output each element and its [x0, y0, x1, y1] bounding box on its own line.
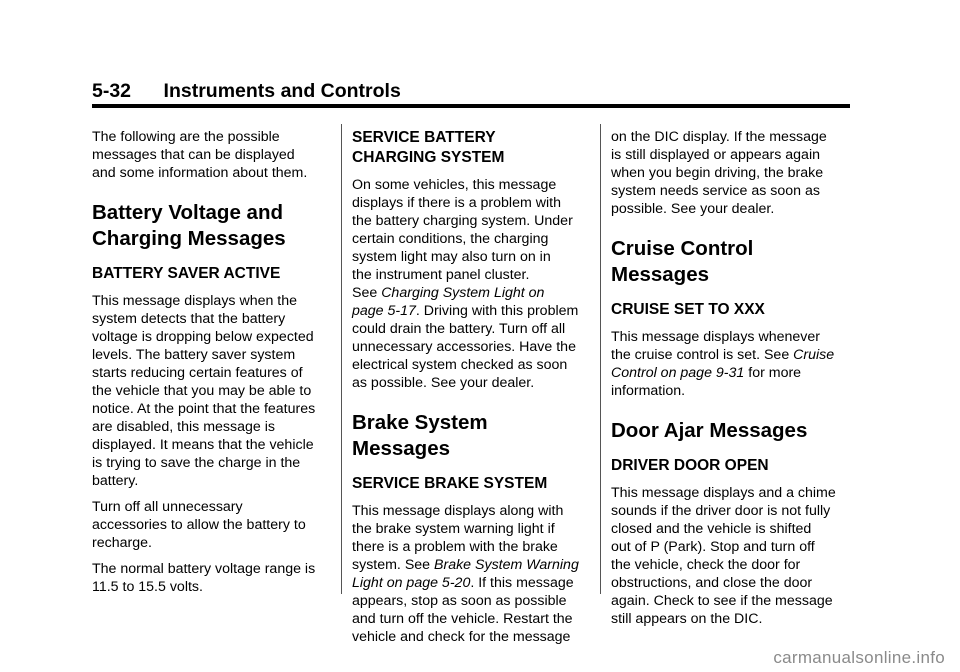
paragraph: This message displays along with the brake system warning light if there is a problem with the brake system. See Brake System Warning Light on page 5-20. If this message appears, stop as soon as possible and turn off the vehicle. Restart the vehicle and check for the message [352, 503, 579, 645]
column-divider [341, 124, 342, 594]
cross-reference-link[interactable]: Light on page 5-20 [352, 575, 471, 591]
subheading-battery-saver: BATTERY SAVER ACTIVE [92, 265, 281, 282]
section-heading-brake: Brake System Messages [352, 411, 488, 460]
subheading-cruise-set: CRUISE SET TO XXX [611, 301, 765, 318]
text-line: The following are the possible [92, 129, 280, 145]
paragraph: This message displays when the system detects that the battery voltage is dropping below expected levels. The battery saver system starts reducing certain features of the vehicle that you may be able to notice. At the point that the features are disabled, this message is displayed. It means that the vehicle is trying to save the charge in the battery. [92, 293, 316, 489]
page-number: 5-32 [92, 80, 132, 102]
cross-reference-link[interactable]: Charging System Light on [381, 285, 545, 301]
paragraph: This message displays whenever the cruise control is set. See Cruise Control on page 9-31 for more information. [611, 329, 835, 399]
page-header [92, 80, 401, 103]
paragraph: on the DIC display. If the message is still displayed or appears again when you begin driving, the brake system needs service as soon as possible. See your dealer. [611, 129, 827, 217]
watermark: carmanualsonline.info [773, 648, 945, 667]
column-2 [352, 128, 590, 654]
text-line: messages that can be displayed [92, 147, 295, 163]
subheading-service-battery: SERVICE BATTERY CHARGING SYSTEM [352, 129, 505, 166]
column-divider [600, 124, 601, 594]
cross-reference-link[interactable]: Control on page 9-31 [611, 365, 745, 381]
section-heading-battery: Battery Voltage and Charging Messages [92, 201, 286, 250]
header-rule [92, 104, 850, 108]
cross-reference-link[interactable]: Brake System Warning [434, 557, 579, 573]
paragraph: Turn off all unnecessary accessories to allow the battery to recharge. [92, 499, 306, 551]
paragraph: This message displays and a chime sounds if the driver door is not fully closed and the vehicle is shifted out of P (Park). Stop and turn off the vehicle, check the door for obstructions, and close the door again. Check to see if the message still appears on the DIC. [611, 485, 836, 627]
section-heading-door: Door Ajar Messages [611, 419, 808, 442]
section-title: Instruments and Controls [163, 80, 401, 102]
text-line: and some information about them. [92, 165, 308, 181]
paragraph: On some vehicles, this message displays if there is a problem with the battery charging system. Under certain conditions, the charging system light may also turn on in the instrument panel cluster. See Charging System Light on page 5-17. Driving with this problem could drain the battery. Turn off all unnecessary accessories. Have the electrical system checked as soon as possible. See your dealer. [352, 177, 579, 391]
subheading-driver-door: DRIVER DOOR OPEN [611, 457, 769, 474]
cross-reference-link[interactable]: Cruise [793, 347, 835, 363]
section-heading-cruise: Cruise Control Messages [611, 237, 754, 286]
column-3 [611, 128, 853, 636]
cross-reference-link[interactable]: page 5-17 [352, 303, 416, 319]
subheading-service-brake: SERVICE BRAKE SYSTEM [352, 475, 548, 492]
paragraph: The normal battery voltage range is 11.5 to 15.5 volts. [92, 561, 316, 595]
intro-paragraph [92, 128, 330, 182]
column-1 [92, 128, 330, 604]
